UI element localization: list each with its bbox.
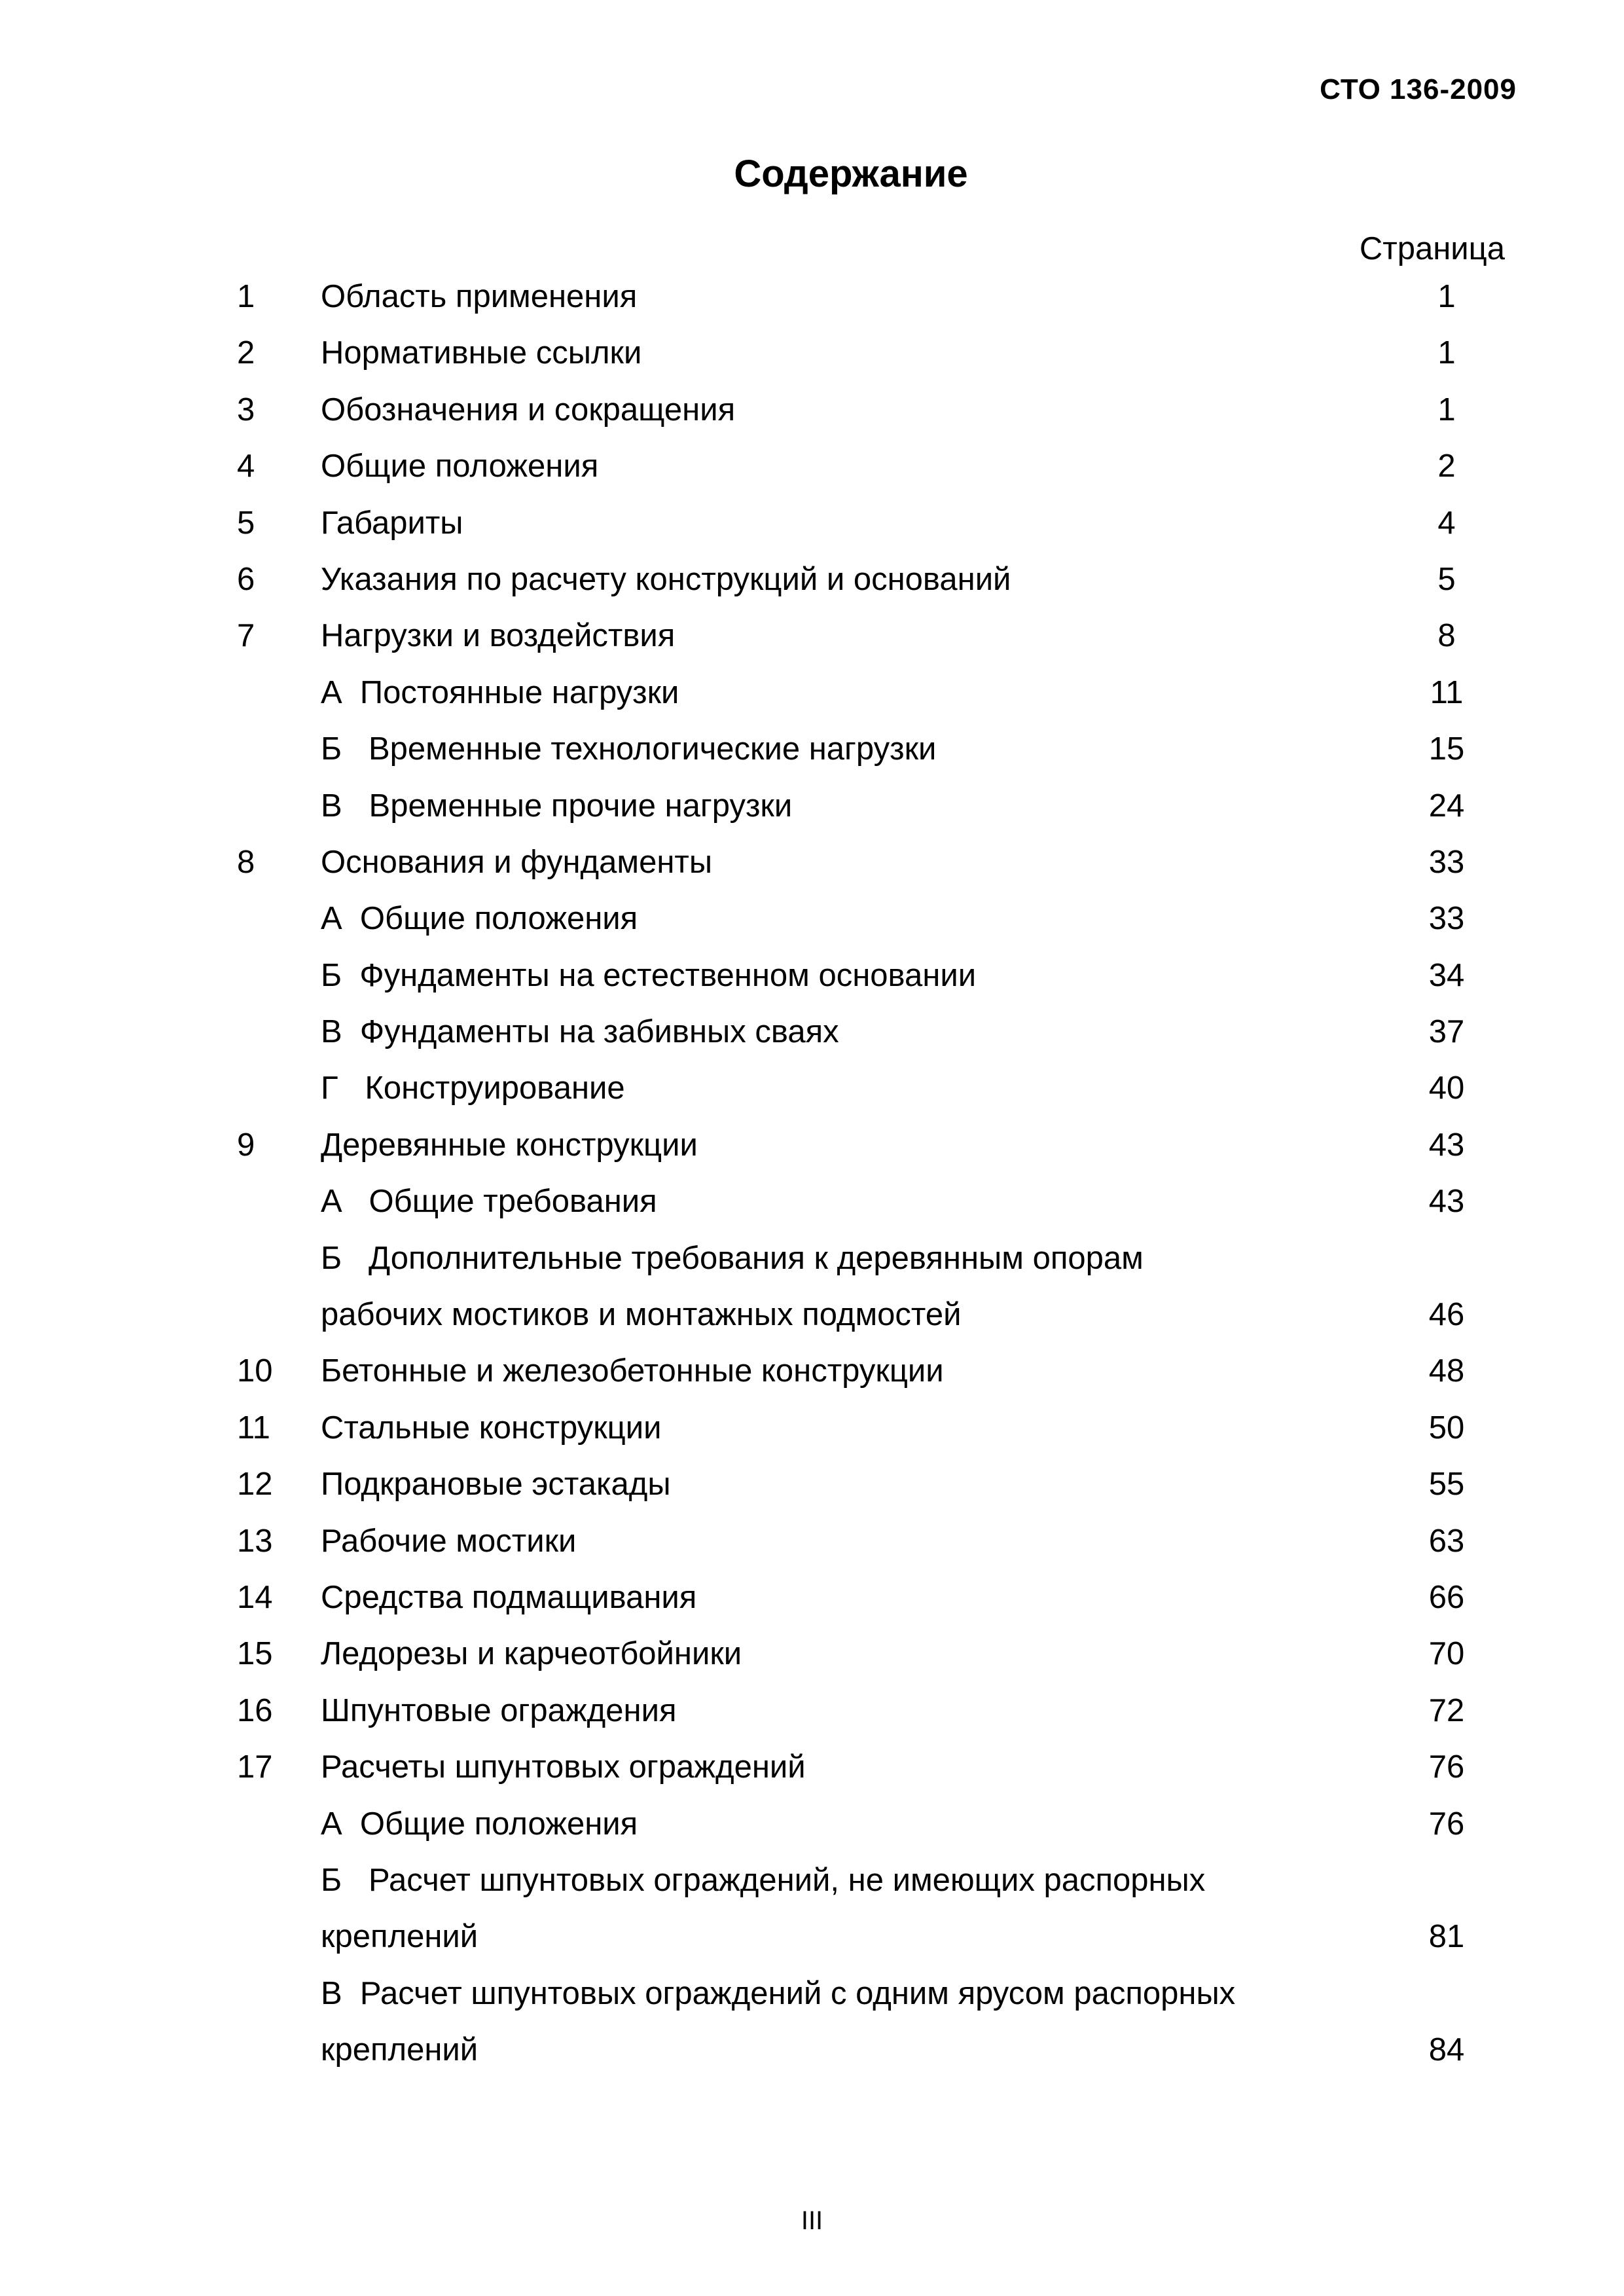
- toc-entry-title: Нормативные ссылки: [321, 335, 642, 371]
- toc-page-number: 43: [1428, 1184, 1465, 1220]
- toc-page-number: 34: [1428, 957, 1465, 993]
- toc-number: 9: [237, 1127, 255, 1163]
- toc-page-number: 1: [1437, 279, 1456, 314]
- toc-page-number: 81: [1428, 1919, 1465, 1955]
- page-title: Содержание: [734, 153, 968, 195]
- toc-entry-title: Б Временные технологические нагрузки: [321, 731, 937, 767]
- toc-entry-title: А Общие положения: [321, 1806, 638, 1842]
- toc-row: [0, 1513, 1624, 1569]
- toc-page-number: 24: [1428, 788, 1465, 824]
- toc-number: 16: [237, 1692, 273, 1728]
- toc-entry-title: Г Конструирование: [321, 1070, 625, 1106]
- toc-entry-title: Ледорезы и карчеотбойники: [321, 1636, 742, 1672]
- toc-page-number: 48: [1428, 1353, 1465, 1389]
- toc-row: [0, 382, 1624, 438]
- toc-row: [0, 1569, 1624, 1626]
- toc-page-number: 1: [1437, 335, 1456, 371]
- toc-row: [0, 551, 1624, 608]
- toc-page-number: 2: [1437, 448, 1456, 484]
- toc-row: [0, 1117, 1624, 1173]
- toc-entry-title: Шпунтовые ограждения: [321, 1692, 677, 1728]
- toc-page-number: 40: [1428, 1070, 1465, 1106]
- toc-page-number: 33: [1428, 844, 1465, 880]
- toc-row: [0, 1343, 1624, 1399]
- toc-row: [0, 721, 1624, 777]
- toc-page-number: 33: [1428, 901, 1465, 937]
- toc-entry-title: Б Фундаменты на естественном основании: [321, 957, 977, 993]
- toc-row: [0, 325, 1624, 381]
- toc-entry-title: В Временные прочие нагрузки: [321, 788, 793, 824]
- toc-row: [0, 1908, 1624, 1965]
- toc-page-number: 43: [1428, 1127, 1465, 1163]
- toc-number: 8: [237, 844, 255, 880]
- toc-entry-title: Стальные конструкции: [321, 1410, 662, 1446]
- toc-row: [0, 1852, 1624, 1908]
- toc-page-number: 8: [1437, 618, 1456, 654]
- toc-page-number: 4: [1437, 505, 1456, 541]
- toc-row: [0, 1626, 1624, 1682]
- toc-entry-title: Обозначения и сокращения: [321, 392, 736, 428]
- doc-code: СТО 136-2009: [1320, 73, 1517, 105]
- toc-page-number: 72: [1428, 1692, 1465, 1728]
- toc-entry-title: Указания по расчету конструкций и оснований: [321, 561, 1011, 597]
- toc-entry-title: Общие положения: [321, 448, 599, 484]
- toc-page-number: 37: [1428, 1014, 1465, 1050]
- toc-number: 2: [237, 335, 255, 371]
- toc-page-number: 46: [1428, 1297, 1465, 1333]
- toc-entry-title: Б Расчет шпунтовых ограждений, не имеющих распорных: [321, 1862, 1206, 1898]
- toc-entry-title: Габариты: [321, 505, 463, 541]
- toc-number: 14: [237, 1579, 273, 1615]
- toc-entry-title: Деревянные конструкции: [321, 1127, 698, 1163]
- toc-row: [0, 778, 1624, 834]
- toc-number: 4: [237, 448, 255, 484]
- toc-number: 17: [237, 1749, 273, 1785]
- toc-page-number: 76: [1428, 1749, 1465, 1785]
- toc-number: 15: [237, 1636, 273, 1672]
- toc-row: [0, 438, 1624, 494]
- toc-page-number: 84: [1428, 2032, 1465, 2068]
- toc-page-number: 70: [1428, 1636, 1465, 1672]
- toc-entry-title: В Расчет шпунтовых ограждений с одним ярусом распорных: [321, 1975, 1236, 2011]
- toc-row: [0, 1230, 1624, 1286]
- toc-number: 3: [237, 392, 255, 428]
- toc-row: [0, 1004, 1624, 1060]
- toc-row: [0, 1286, 1624, 1343]
- toc-number: 12: [237, 1467, 273, 1503]
- toc-row: [0, 268, 1624, 325]
- toc-row: [0, 665, 1624, 721]
- toc-page-number: 11: [1430, 674, 1464, 710]
- toc-entry-title: Основания и фундаменты: [321, 844, 713, 880]
- toc-list: [0, 268, 1624, 2079]
- toc-page-number: 76: [1428, 1806, 1465, 1842]
- toc-entry-title: Расчеты шпунтовых ограждений: [321, 1749, 806, 1785]
- toc-entry-title: Бетонные и железобетонные конструкции: [321, 1353, 944, 1389]
- toc-page-number: 1: [1437, 392, 1456, 428]
- toc-entry-title: Подкрановые эстакады: [321, 1467, 671, 1503]
- toc-row: [0, 1739, 1624, 1795]
- toc-entry-title: А Общие требования: [321, 1184, 657, 1220]
- toc-page-number: 50: [1428, 1410, 1465, 1446]
- toc-entry-title: В Фундаменты на забивных сваях: [321, 1014, 839, 1050]
- toc-row: [0, 1456, 1624, 1512]
- toc-row: [0, 1796, 1624, 1852]
- toc-page-number: 66: [1428, 1579, 1465, 1615]
- toc-number: 5: [237, 505, 255, 541]
- toc-row: [0, 947, 1624, 1004]
- toc-row: [0, 1173, 1624, 1230]
- toc-page-number: 5: [1437, 561, 1456, 597]
- toc-row: [0, 2022, 1624, 2078]
- toc-number: 11: [237, 1410, 270, 1446]
- toc-entry-title: рабочих мостиков и монтажных подмостей: [321, 1297, 962, 1333]
- toc-number: 13: [237, 1523, 273, 1559]
- toc-entry-title: креплений: [321, 2032, 478, 2068]
- toc-entry-title: Область применения: [321, 279, 638, 314]
- toc-page-number: 15: [1428, 731, 1465, 767]
- toc-entry-title: Б Дополнительные требования к деревянным опорам: [321, 1240, 1144, 1276]
- toc-entry-title: Нагрузки и воздействия: [321, 618, 676, 654]
- toc-entry-title: А Постоянные нагрузки: [321, 674, 679, 710]
- toc-number: 1: [237, 279, 255, 314]
- toc-number: 10: [237, 1353, 273, 1389]
- toc-number: 7: [237, 618, 255, 654]
- toc-row: [0, 1060, 1624, 1116]
- toc-row: [0, 834, 1624, 890]
- toc-entry-title: Средства подмащивания: [321, 1579, 697, 1615]
- toc-row: [0, 495, 1624, 551]
- toc-entry-title: креплений: [321, 1919, 478, 1955]
- toc-row: [0, 890, 1624, 947]
- toc-page-number: 55: [1428, 1467, 1465, 1503]
- toc-page-number: 63: [1428, 1523, 1465, 1559]
- toc-row: [0, 1400, 1624, 1456]
- page-number: III: [801, 2206, 823, 2235]
- toc-number: 6: [237, 561, 255, 597]
- toc-row: [0, 1965, 1624, 2022]
- toc-row: [0, 1683, 1624, 1739]
- toc-entry-title: Рабочие мостики: [321, 1523, 577, 1559]
- toc-row: [0, 608, 1624, 664]
- toc-entry-title: А Общие положения: [321, 901, 638, 937]
- page-column-header: Страница: [1359, 231, 1505, 266]
